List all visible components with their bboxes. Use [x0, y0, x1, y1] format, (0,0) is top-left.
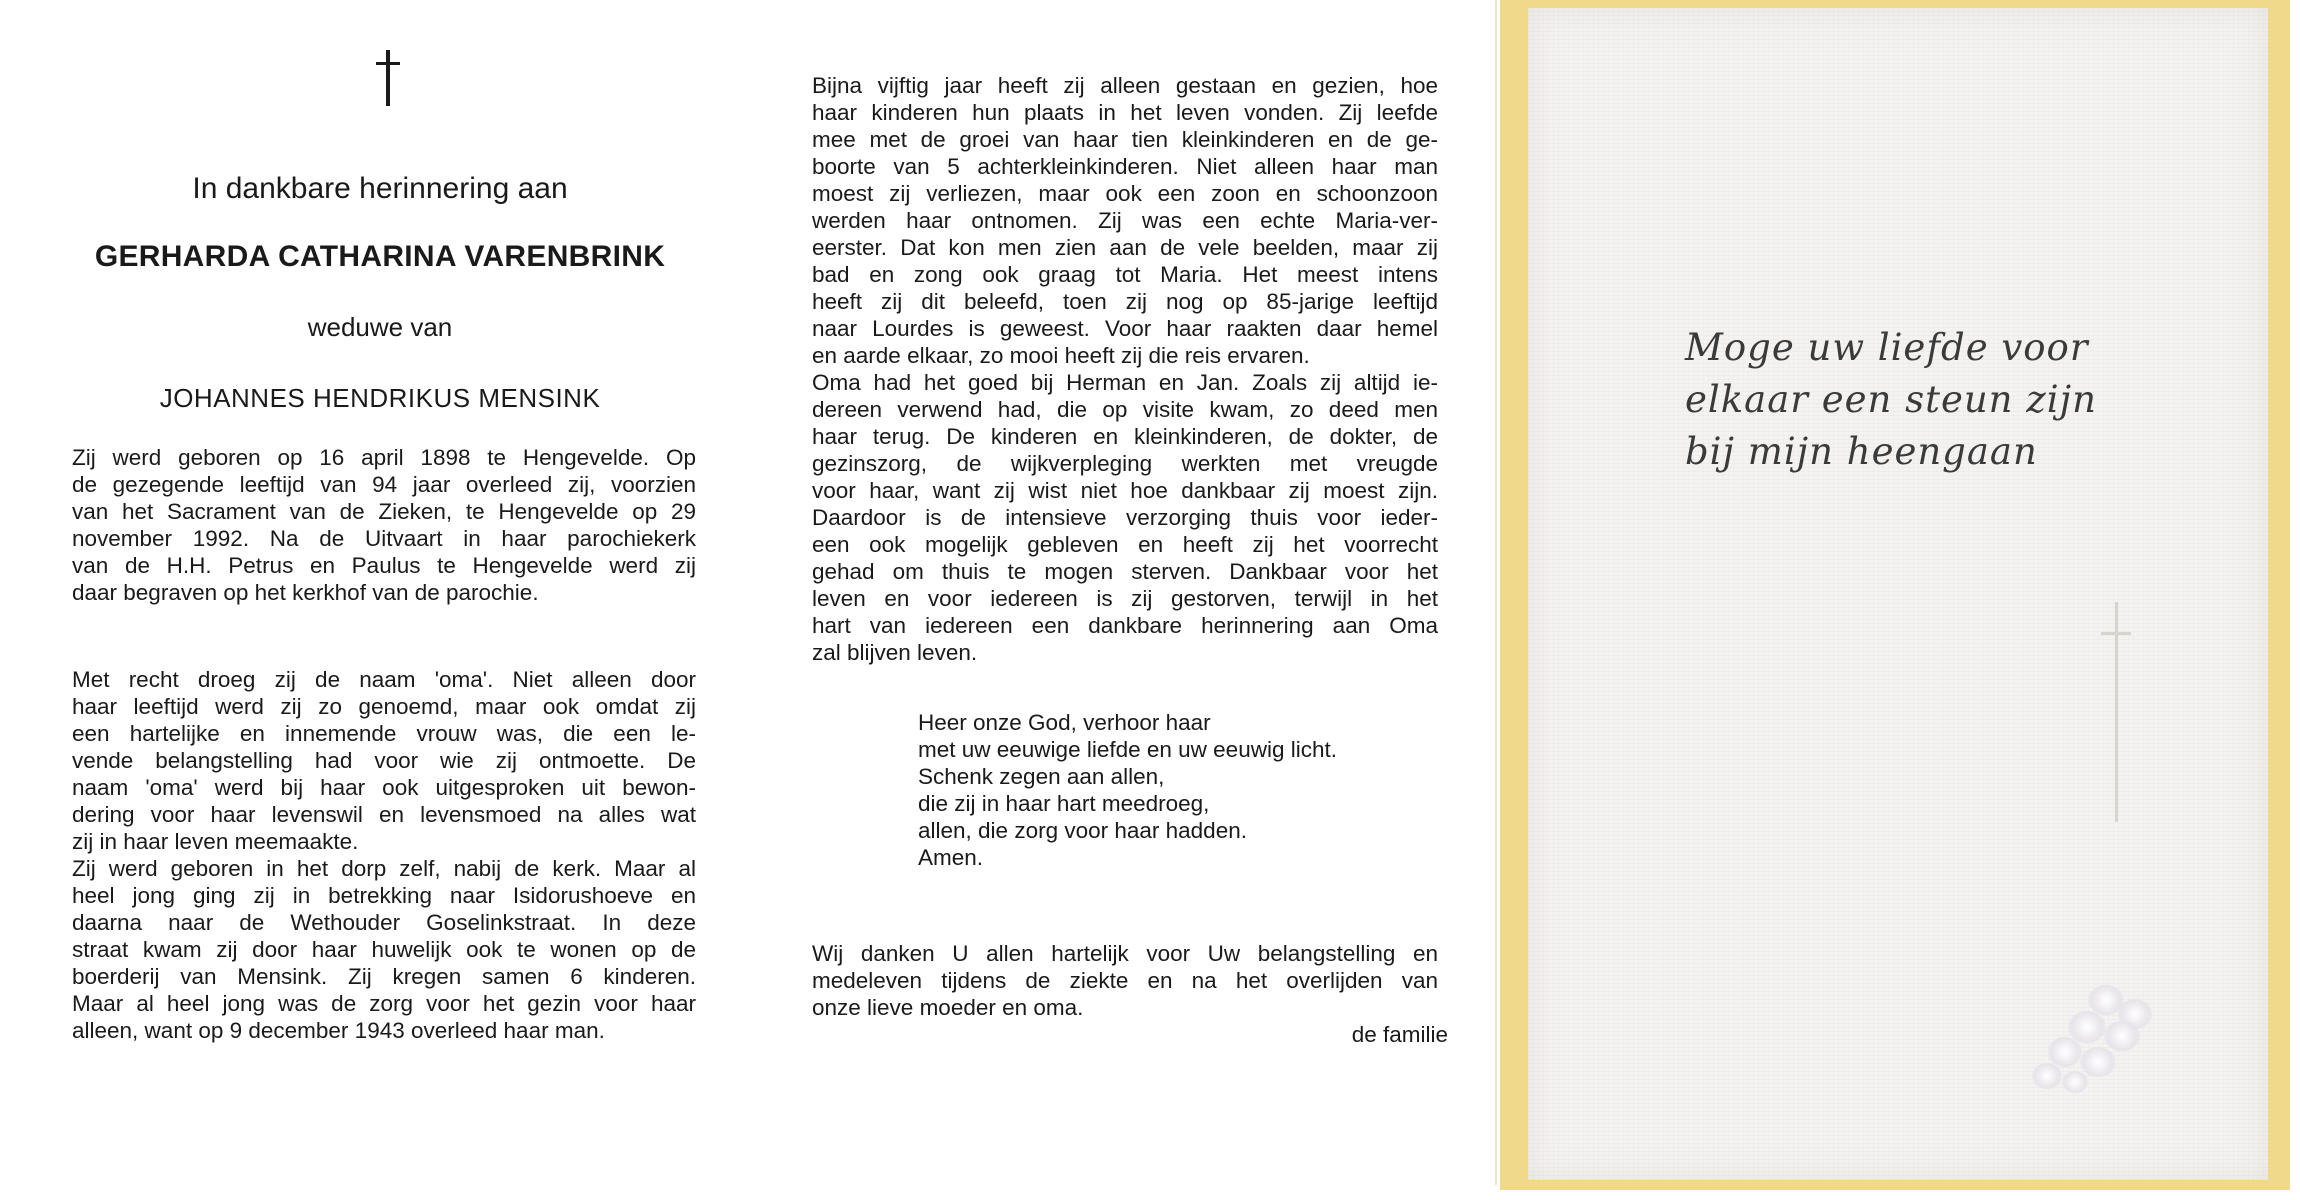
text-line: mee met de groei van haar tien kleinkinderen en de ge- [812, 127, 1438, 152]
text-line: haar terug. De kinderen en kleinkinderen, de dokter, de [812, 424, 1438, 449]
text-line: voor haar, want zij wist niet hoe dankbaar zij moest zijn. [812, 478, 1438, 503]
text-line: de gezegende leeftijd van 94 jaar overleed zij, voorzien [72, 472, 696, 497]
text-line: Maar al heel jong was de zorg voor het gezin voor haar [72, 991, 696, 1016]
quote-line: elkaar een steun zijn [1685, 378, 2097, 421]
quote-line: bij mijn heengaan [1685, 430, 2038, 473]
text-line: een ook mogelijk gebleven en heeft zij het voorrecht [812, 532, 1438, 557]
widow-label: weduwe van [307, 312, 453, 342]
text-line: straat kwam zij door haar huwelijk ook te wonen op de [72, 937, 696, 962]
text-line: en aarde elkaar, zo mooi heeft zij die reis ervaren. [812, 343, 1310, 368]
biography-paragraph-4 [812, 72, 1438, 666]
text-line: leven en voor iedereen is zij gestorven, terwijl in het [812, 586, 1438, 611]
text-line: gezinszorg, de wijkverpleging werkten met vreugde [812, 451, 1438, 476]
text-line: bad en zong ook graag tot Maria. Het meest intens [812, 262, 1438, 287]
text-line: zij in haar leven meemaakte. [72, 829, 359, 854]
prayer-line: Amen. [918, 845, 984, 870]
text-line: een hartelijke en innemende vrouw was, die een le- [72, 721, 696, 746]
text-line: zal blijven leven. [812, 640, 978, 665]
husband-name: JOHANNES HENDRIKUS MENSINK [159, 383, 601, 413]
biography-paragraph-3 [72, 855, 696, 1044]
text-line: november 1992. Na de Uitvaart in haar parochiekerk [72, 526, 696, 551]
text-line: Met recht droeg zij de naam 'oma'. Niet alleen door [72, 667, 696, 692]
text-line: heeft zij dit beleefd, toen zij nog op 85-jarige leeftijd [812, 289, 1438, 314]
prayer-line: die zij in haar hart meedroeg, [918, 791, 1210, 816]
text-line: Wij danken U allen hartelijk voor Uw belangstelling en [812, 941, 1438, 966]
text-line: Daardoor is de intensieve verzorging thuis voor ieder- [812, 505, 1438, 530]
text-line: boerderij van Mensink. Zij kregen samen 6 kinderen. [72, 964, 696, 989]
text-line: van de H.H. Petrus en Paulus te Hengevelde werd zij [72, 553, 696, 578]
intro-text: In dankbare herinnering aan [192, 172, 568, 205]
prayer-line: Heer onze God, verhoor haar [918, 710, 1211, 735]
cross-icon [376, 50, 400, 110]
text-line: gehad om thuis te mogen sterven. Dankbaar voor het [812, 559, 1438, 584]
text-line: naar Lourdes is geweest. Voor haar raakten daar hemel [812, 316, 1438, 341]
text-line: werden haar ontnomen. Zij was een echte Maria-ver- [812, 208, 1438, 233]
flowers-icon [2028, 985, 2158, 1095]
text-line: hart van iedereen een dankbare herinnering aan Oma [812, 613, 1438, 638]
text-line: daar begraven op het kerkhof van de parochie. [72, 580, 539, 605]
text-line: haar leeftijd werd zij zo genoemd, maar ook omdat zij [72, 694, 696, 719]
text-line: Oma had het goed bij Herman en Jan. Zoals zij altijd ie- [812, 370, 1438, 395]
card-front [1500, 0, 2290, 1190]
text-line: medeleven tijdens de ziekte en na het overlijden van [812, 968, 1438, 993]
text-line: Zij werd geboren op 16 april 1898 te Hengevelde. Op [72, 445, 696, 470]
text-line: heel jong ging zij in betrekking naar Isidorushoeve en [72, 883, 696, 908]
text-line: Zij werd geboren in het dorp zelf, nabij de kerk. Maar al [72, 856, 696, 881]
text-line: daarna naar de Wethouder Goselinkstraat. In deze [72, 910, 696, 935]
prayer-line: allen, die zorg voor haar hadden. [918, 818, 1247, 843]
text-line: dereen verwend had, die op visite kwam, zo deed men [812, 397, 1438, 422]
deceased-name: GERHARDA CATHARINA VARENBRINK [94, 240, 666, 273]
biography-paragraph-1 [72, 444, 696, 606]
text-line: alleen, want op 9 december 1943 overleed haar man. [72, 1018, 605, 1043]
text-line: onze lieve moeder en oma. [812, 995, 1084, 1020]
text-line: dering voor haar levenswil en levensmoed na alles wat [72, 802, 696, 827]
text-line: vende belangstelling had voor wie zij ontmoette. De [72, 748, 696, 773]
embossed-cross-icon [2101, 602, 2131, 822]
text-line: boorte van 5 achterkleinkinderen. Niet alleen haar man [812, 154, 1438, 179]
text-line: eerster. Dat kon men zien aan de vele beelden, maar zij [812, 235, 1438, 260]
text-line: moest zij verliezen, maar ook een zoon en schoonzoon [812, 181, 1438, 206]
thanks-paragraph [812, 940, 1438, 1021]
quote-line: Moge uw liefde voor [1685, 326, 2089, 369]
prayer-line: met uw eeuwige liefde en uw eeuwig licht. [918, 737, 1337, 762]
text-line: haar kinderen hun plaats in het leven vonden. Zij leefde [812, 100, 1438, 125]
text-line: van het Sacrament van de Zieken, te Hengevelde op 29 [72, 499, 696, 524]
signoff: de familie [1351, 1022, 1448, 1047]
prayer-line: Schenk zegen aan allen, [918, 764, 1165, 789]
prayer [918, 709, 1438, 871]
card-quote [1685, 322, 2097, 478]
text-line: naam 'oma' werd bij haar ook uitgesproken uit bewon- [72, 775, 696, 800]
biography-paragraph-2 [72, 666, 696, 855]
text-line: Bijna vijftig jaar heeft zij alleen gestaan en gezien, hoe [812, 73, 1438, 98]
